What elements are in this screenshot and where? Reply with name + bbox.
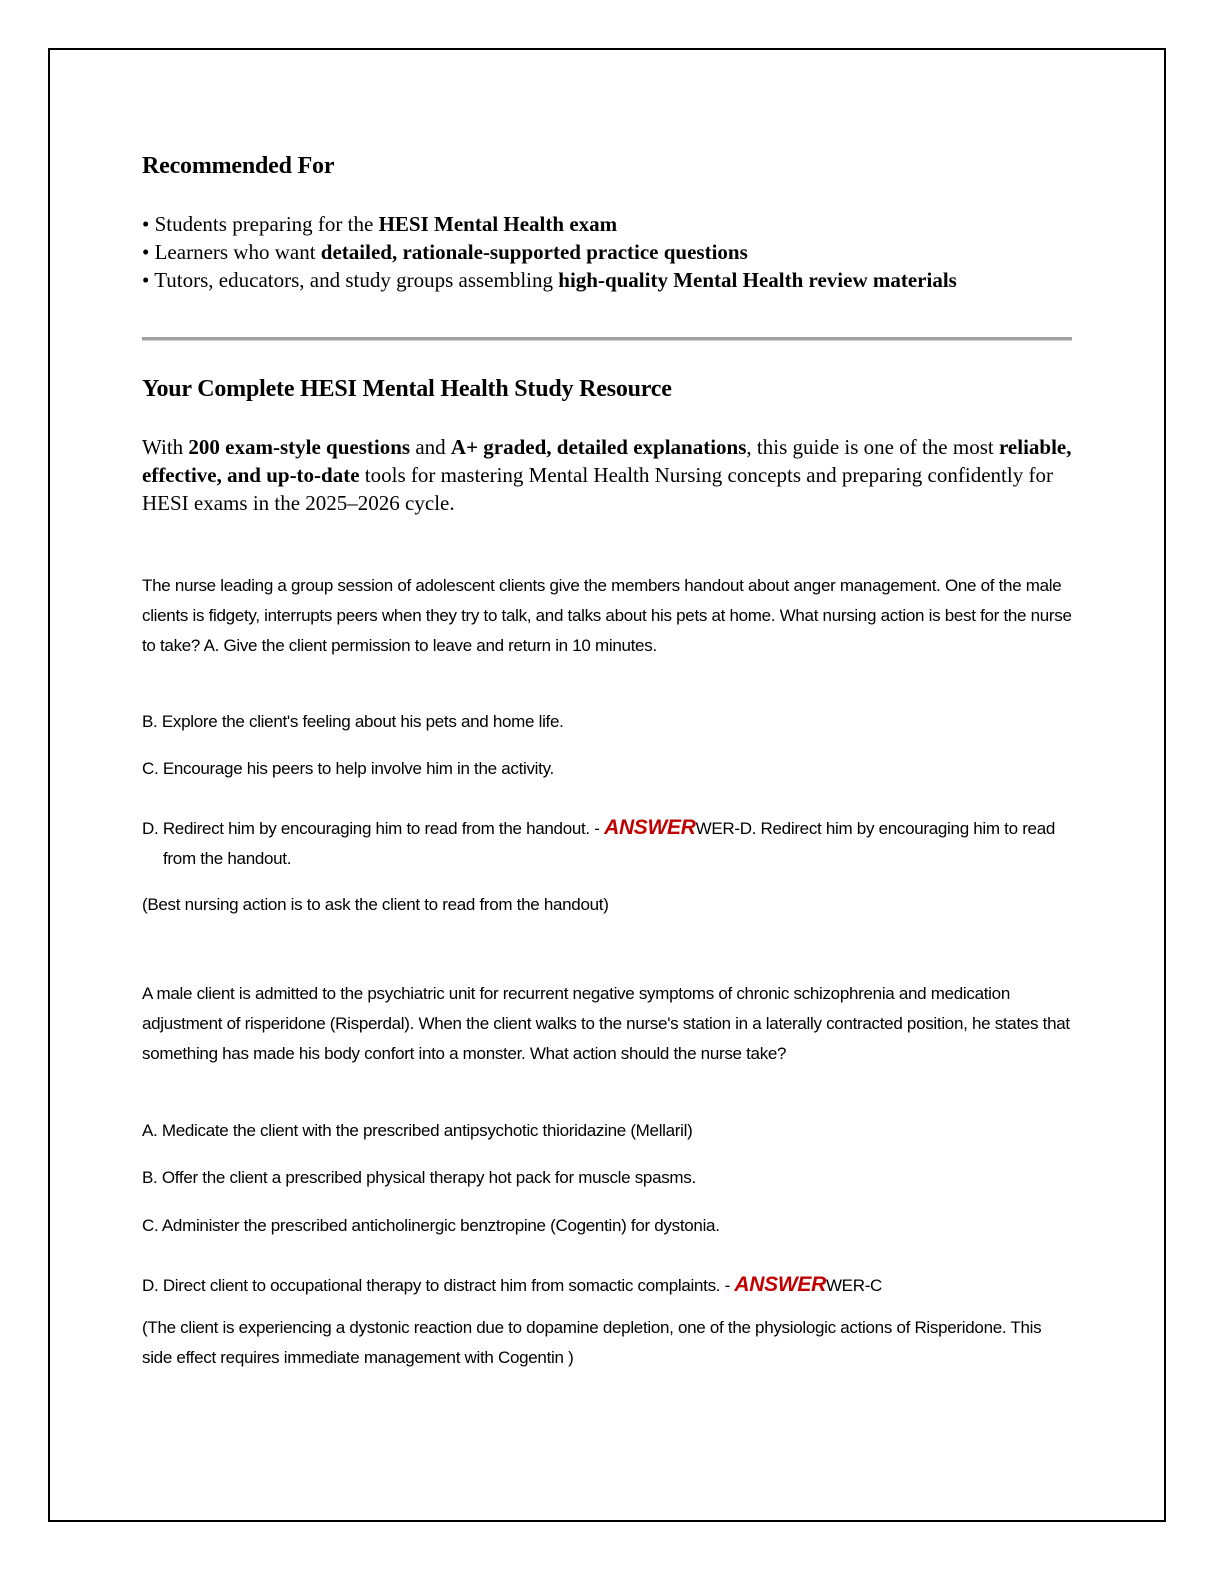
question-2-stem: A male client is admitted to the psychiatric unit for recurrent negative symptoms of chronic schizophrenia and medication adjustment of risperidone (Risperdal). When the client walks to the nurse's station in a laterally contracted position, he states that something has made his body confort into a monster. What action should the nurse take? <box>142 984 1070 1063</box>
recommended-bullet: • Students preparing for the HESI Mental Health exam <box>142 212 618 236</box>
resource-heading: Your Complete HESI Mental Health Study Resource <box>142 376 672 402</box>
question-1-option-d: D. Redirect him by encouraging him to read from the handout. - ANSWERWER-D. Redirect him by encouraging him to read from the handout. <box>142 816 1056 868</box>
question-2-option-c: C. Administer the prescribed anticholinergic benztropine (Cogentin) for dystonia. <box>142 1216 720 1235</box>
answer-label: ANSWER <box>604 816 696 839</box>
question-2-rationale: (The client is experiencing a dystonic reaction due to dopamine depletion, one of the physiologic actions of Risperidone. This side effect requires immediate management with Cogentin ) <box>142 1318 1042 1367</box>
question-2-option-a: A. Medicate the client with the prescribed antipsychotic thioridazine (Mellaril) <box>142 1121 693 1140</box>
recommended-heading: Recommended For <box>142 153 335 179</box>
horizontal-divider <box>142 337 1072 341</box>
question-1-rationale: (Best nursing action is to ask the client to read from the handout) <box>142 895 609 914</box>
question-1-option-c: C. Encourage his peers to help involve him in the activity. <box>142 759 554 778</box>
question-1-option-b: B. Explore the client's feeling about his pets and home life. <box>142 712 564 731</box>
question-1-stem: The nurse leading a group session of adolescent clients give the members handout about anger management. One of the male clients is fidgety, interrupts peers when they try to talk, and talks about his pets at home. What nursing action is best for the nurse to take? A. Give the client permission to leave and return in 10 minutes. <box>142 576 1072 655</box>
recommended-bullet: • Learners who want detailed, rationale-supported practice questions <box>142 240 748 264</box>
recommended-bullet: • Tutors, educators, and study groups assembling high-quality Mental Health review materials <box>142 268 957 292</box>
answer-label: ANSWER <box>734 1273 826 1296</box>
question-2-option-d: D. Direct client to occupational therapy to distract him from somactic complaints. - ANSWERWER-C <box>142 1273 883 1296</box>
resource-intro: With 200 exam-style questions and A+ graded, detailed explanations, this guide is one of the most reliable, effective, and up-to-date tools for mastering Mental Health Nursing concepts and preparing confidently for HESI exams in the 2025–2026 cycle. <box>142 435 1072 515</box>
question-2-option-b: B. Offer the client a prescribed physical therapy hot pack for muscle spasms. <box>142 1168 696 1187</box>
